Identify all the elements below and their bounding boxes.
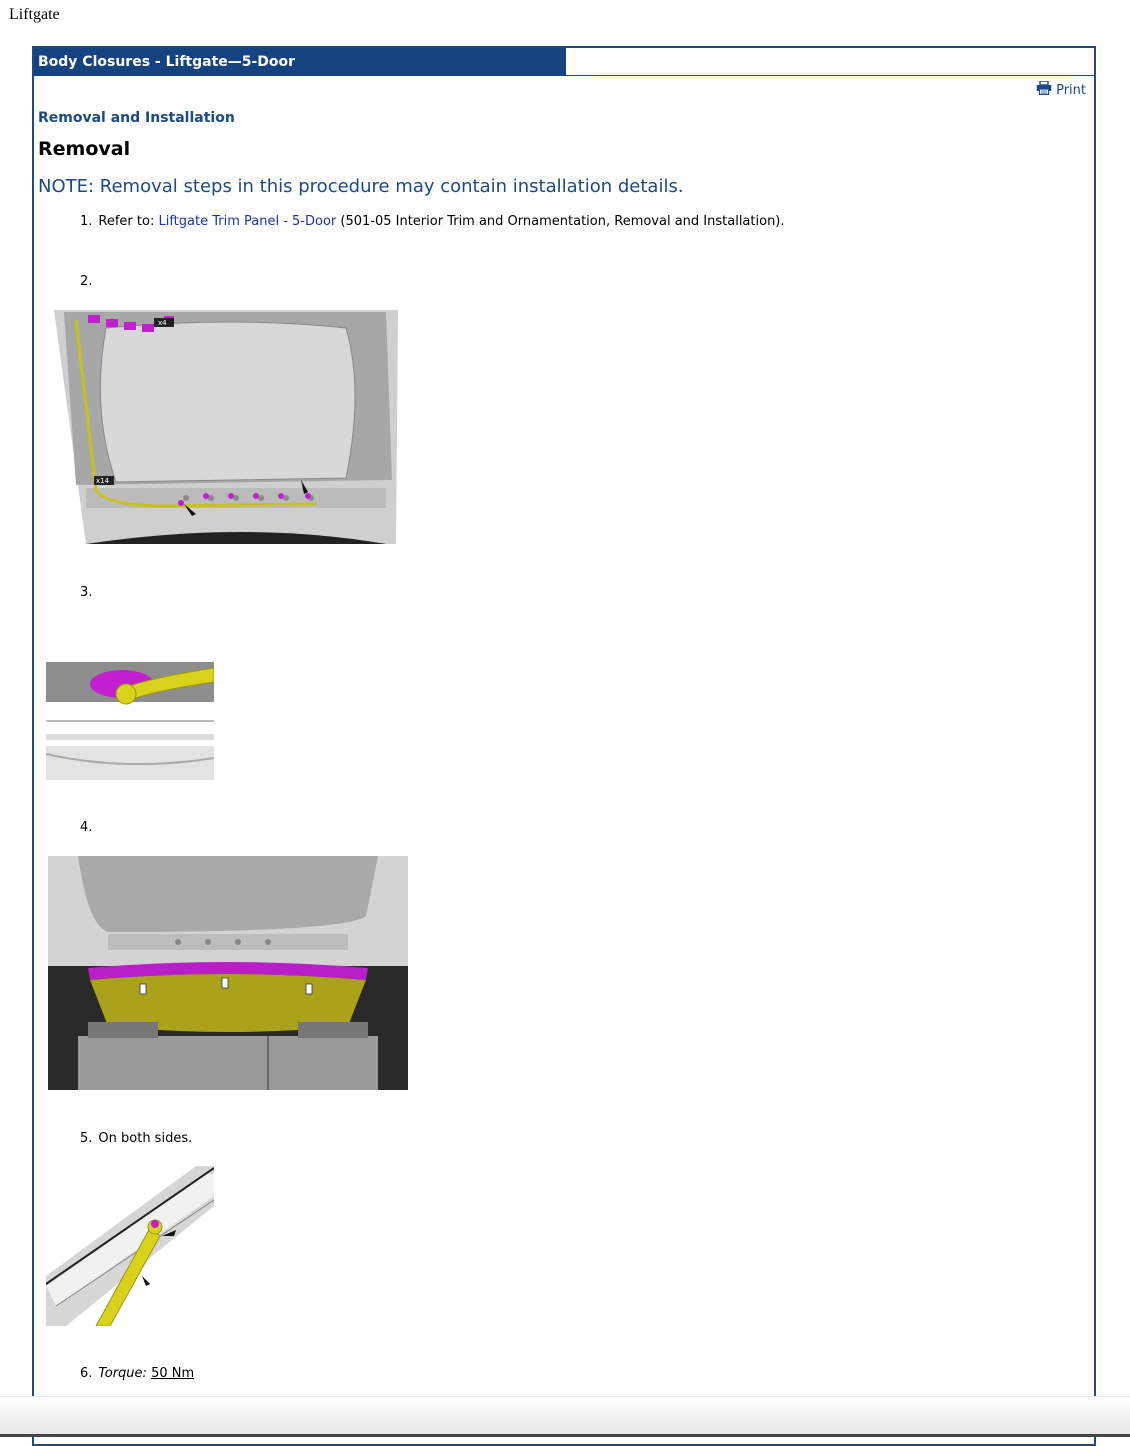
window-bottom-bar bbox=[0, 1396, 1130, 1437]
step-text: On both sides. bbox=[98, 1131, 193, 1146]
figure-step-4 bbox=[48, 856, 408, 1090]
step-1 bbox=[80, 214, 785, 229]
trim-panel-link[interactable]: Liftgate Trim Panel - 5-Door bbox=[158, 214, 337, 229]
header-divider bbox=[566, 75, 1094, 76]
print-label: Print bbox=[1056, 82, 1086, 98]
figure-step-5 bbox=[46, 1166, 214, 1326]
step-5 bbox=[80, 1131, 192, 1146]
printer-icon bbox=[1036, 81, 1052, 99]
section-link[interactable]: Removal and Installation bbox=[38, 110, 235, 126]
figure-step-2 bbox=[46, 310, 408, 544]
document-frame bbox=[32, 46, 1096, 1446]
print-button[interactable] bbox=[1036, 81, 1086, 99]
step-number: 4. bbox=[80, 820, 93, 835]
page-title: Liftgate bbox=[9, 6, 60, 23]
step-2 bbox=[80, 274, 98, 289]
step-number: 5. bbox=[80, 1131, 93, 1146]
removal-note: NOTE: Removal steps in this procedure may contain installation details. bbox=[38, 176, 684, 197]
step-number: 6. bbox=[80, 1366, 93, 1381]
step-6 bbox=[80, 1366, 194, 1381]
step-number: 3. bbox=[80, 585, 93, 600]
step-number: 2. bbox=[80, 274, 93, 289]
torque-value: 50 Nm bbox=[151, 1366, 195, 1381]
step-text-after: (501-05 Interior Trim and Ornamentation, Removal and Installation). bbox=[336, 214, 785, 229]
callout-x4: x4 bbox=[158, 319, 167, 327]
header-title: Body Closures - Liftgate—5-Door bbox=[34, 48, 566, 76]
step-4 bbox=[80, 820, 98, 835]
torque-label: Torque: bbox=[98, 1366, 147, 1381]
step-text: Refer to: bbox=[98, 214, 159, 229]
callout-x14: x14 bbox=[96, 477, 110, 485]
removal-heading: Removal bbox=[38, 138, 131, 160]
figure-step-3 bbox=[46, 662, 214, 780]
step-3 bbox=[80, 585, 98, 600]
step-number: 1. bbox=[80, 214, 93, 229]
